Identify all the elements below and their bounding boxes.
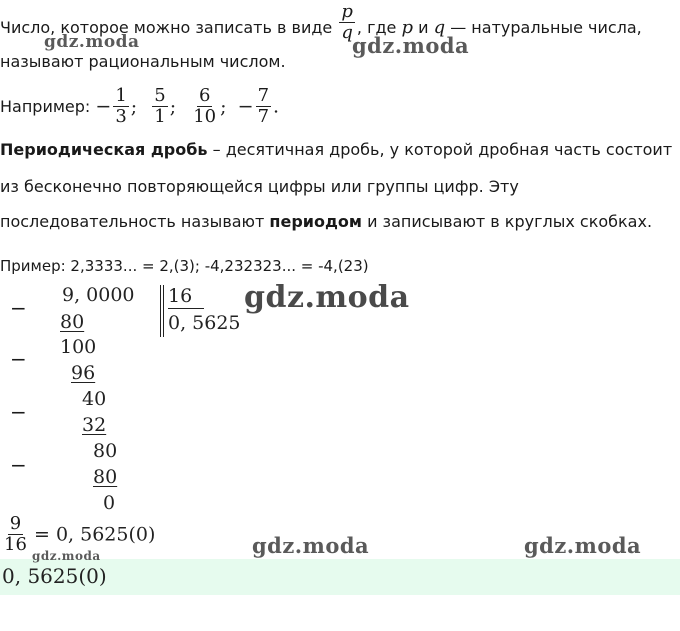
variable-q: q [433,17,446,38]
example-sign-1: − [95,95,112,118]
division-step-1: 80 [60,311,85,333]
example-fraction-2 [152,86,167,127]
example-separator-4: . [273,95,280,118]
example-line [0,86,279,127]
example-sign-4: − [237,95,254,118]
division-step-5: 32 [82,414,107,436]
division-bracket [160,285,162,337]
periodic-text-3a: последовательность называют [0,212,270,231]
division-step-6: 80 [93,440,118,462]
watermark-5: gdz.moda [524,533,642,558]
definition-conj: и [418,18,429,37]
watermark-2: gdz.moda [352,33,470,58]
division-remainder: 0 [103,492,116,514]
watermark-1: gdz.moda [44,32,140,52]
minus-sign-4: − [10,453,27,477]
fraction-numerator: 5 [154,85,166,106]
watermark-4: gdz.moda [252,533,370,558]
example-separator-2: ; [169,95,177,118]
fraction-denominator: 3 [115,106,127,127]
division-dividend: 9, 0000 [62,284,135,306]
definition-text-a: Число, которое можно записать в виде [0,18,333,37]
minus-sign-2: − [10,347,27,371]
fraction-denominator: 1 [154,106,166,127]
division-step-7: 80 [93,466,118,488]
fraction-denominator: 16 [4,534,27,555]
fraction-denominator: 10 [193,106,217,127]
result-fraction [2,514,29,555]
watermark-3: gdz.moda [244,280,410,315]
minus-sign-3: − [10,400,27,424]
periodic-term: Периодическая дробь [0,140,208,159]
period-term: периодом [269,212,362,231]
division-step-4: 40 [82,388,107,410]
division-quotient: 0, 5625 [168,312,241,334]
periodic-line1 [0,140,672,159]
fraction-denominator: 7 [257,106,270,127]
fraction-numerator: 1 [115,85,127,106]
division-step-2: 100 [60,336,97,358]
fraction-numerator: p [341,1,353,22]
variable-p: p [401,17,413,38]
definition-line2: называют рациональным числом. [0,52,286,71]
result-value: = 0, 5625(0) [34,523,156,546]
example-fraction-3 [191,86,218,127]
sample-line: Пример: 2,3333... = 2,(3); -4,232323... = -4,(23) [0,257,369,275]
example-fraction-1 [113,86,128,127]
fraction-numerator: 6 [198,85,211,106]
minus-sign-1: − [10,296,27,320]
fraction-denominator: q [341,22,353,43]
periodic-text-1: – десятичная дробь, у которой дробная часть состоит [207,140,673,159]
periodic-text-3b: и записывают в круглых скобках. [361,212,653,231]
division-bracket-inner [163,285,165,337]
fraction-numerator: 7 [257,85,270,106]
division-step-3: 96 [71,362,96,384]
example-label: Например: [0,97,91,116]
definition-text-b: , где [356,18,397,37]
fraction-numerator: 9 [9,513,22,534]
watermark-6: gdz.moda [32,549,101,563]
example-fraction-4 [256,86,271,127]
periodic-line2: из бесконечно повторяющейся цифры или группы цифр. Эту [0,177,519,196]
example-separator-1: ; [130,95,138,118]
definition-text-c: — натуральные числа, [450,18,642,37]
example-separator-3: ; [220,95,227,118]
answer-value: 0, 5625(0) [2,564,107,588]
division-divisor: 16 [168,284,204,309]
periodic-line3 [0,212,652,231]
